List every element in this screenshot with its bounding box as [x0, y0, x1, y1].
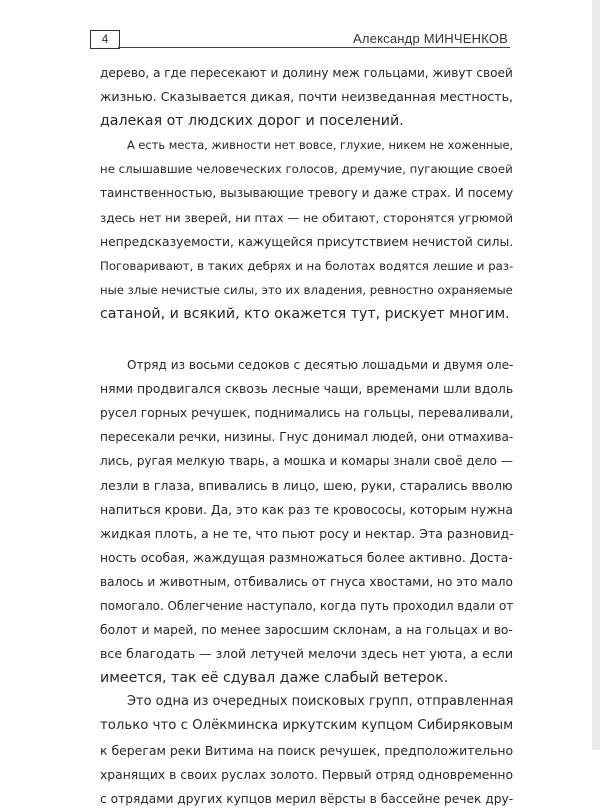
page-number: 4 [90, 30, 120, 49]
running-head-author: Александр МИНЧЕНКОВ [353, 31, 508, 46]
text-line: ность особая, жаждущая размножаться более активно. Доста- [100, 550, 513, 565]
text-line: жизнью. Сказывается дикая, почти неизведанная местность, [100, 89, 514, 105]
text-line: все благодать — злой летучей мелочи здесь нет уюта, а если [100, 646, 514, 662]
text-line: А есть места, живности нет вовсе, глухие, никем не хоженные, [127, 138, 514, 153]
text-line: жидкая плоть, а не те, что пьют росу и нектар. Эта разновид- [100, 525, 514, 541]
text-line: с отрядами других купцов мерил вёрсты в бассейне речек дру- [100, 791, 514, 806]
page-header [90, 30, 510, 50]
text-line: ные злые нечистые силы, это их владения, ревностно охраняемые [100, 282, 513, 297]
header-rule [118, 47, 510, 48]
text-line: только что с Олёкминска иркутским купцом Сибиряковым [100, 718, 514, 734]
text-line: непредсказуемости, кажущейся присутствием нечистой силы. [100, 234, 514, 249]
paragraph-1 [100, 61, 513, 133]
text-line: напиться крови. Да, это как раз те кровососы, которым нужна [100, 501, 513, 517]
text-line: не слышавшие человеческих голосов, дремучие, пугающие своей [100, 162, 513, 177]
text-line: нями продвигался сквозь лесные чащи, временами шли вдоль [100, 381, 514, 397]
text-line: пересекали речки, низины. Гнус донимал людей, они отмахива- [100, 430, 514, 445]
page-edge-shadow [592, 0, 600, 750]
text-line: хранящих в своих руслах золото. Первый отряд одновременно [100, 767, 514, 782]
text-line: далекая от людских дорог и поселений. [100, 113, 404, 130]
body-text [100, 61, 513, 811]
text-line: имеется, так её сдувал даже слабый ветерок. [100, 670, 449, 687]
text-line: сатаной, и всякий, кто окажется тут, рискует многим. [100, 305, 510, 322]
text-line: лезли в глаза, впивались в лицо, шею, руки, старались вволю [100, 477, 513, 493]
text-line: помогало. Облегчение наступало, когда путь проходил вдали от [100, 598, 514, 613]
text-line: русел горных речушек, поднимались на гольцы, переваливали, [100, 406, 514, 421]
paragraph-3 [100, 353, 513, 690]
text-line: Поговаривают, в таких дебрях и на болотах водятся лешие и раз- [100, 258, 514, 273]
section-break [100, 326, 513, 353]
text-line: болот и марей, по менее заросшим склонам, а на гольцах и во- [100, 623, 513, 638]
text-line: здесь нет ни зверей, ни птах — не обитают, сторонятся угрюмой [100, 210, 513, 225]
text-line: таинственностью, вызывающие тревогу и даже страх. И посему [100, 186, 514, 201]
text-line: Это одна из очередных поисковых групп, отправленная [127, 694, 514, 710]
text-line: дерево, а где пересекают и долину меж гольцами, живут своей [100, 66, 513, 80]
text-line: лись, ругая мелкую тварь, а мошка и комары знали своё дело — [100, 454, 513, 469]
text-line: к берегам реки Витима на поиск речушек, предположительно [100, 742, 514, 758]
paragraph-4 [100, 690, 513, 810]
text-line: Отряд из восьми седоков с десятью лошадьми и двумя оле- [127, 358, 514, 373]
paragraph-2 [100, 133, 513, 326]
text-line: валось и животным, отбивались от гнуса хвостами, но это мало [100, 574, 513, 589]
